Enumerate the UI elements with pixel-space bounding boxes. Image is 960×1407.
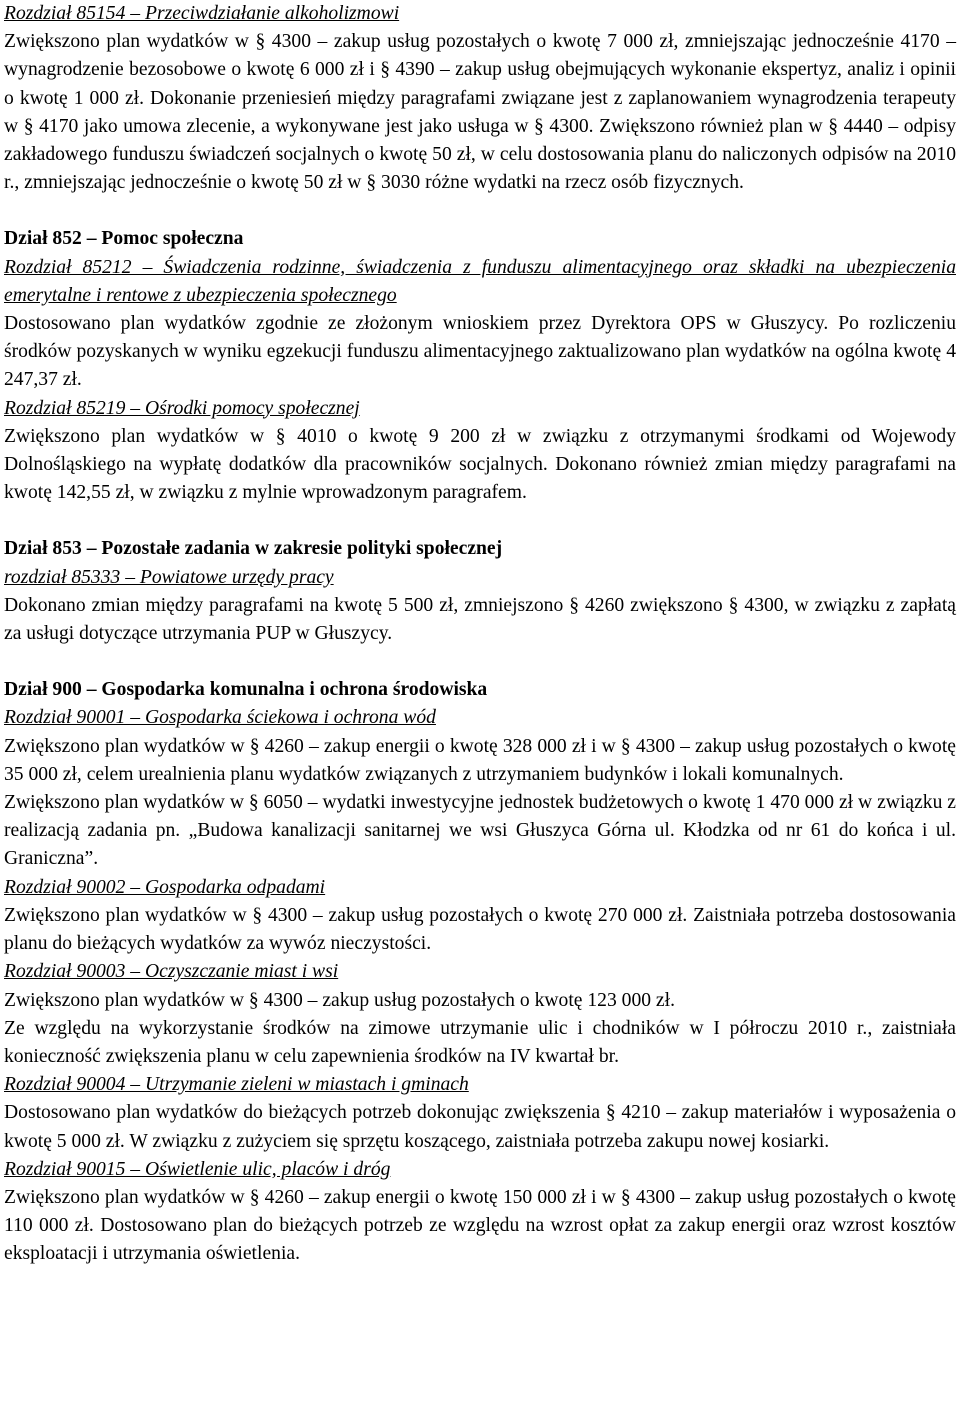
body-paragraph: Zwiększono plan wydatków w § 4300 – zakup usług pozostałych o kwotę 7 000 zł, zmniejszając jednocześnie 4170 – wynagrodzenie bezosobowe o kwotę 6 000 zł i § 4390 – zakup usług obejmujących wykonanie ekspertyz, analiz i opinii o kwotę 1 000 zł. Dokonanie przeniesień między paragrafami związane jest z zaplanowaniem wynagrodzenia terapeuty w § 4170 jako umowa zlecenie, a wykonywane jest jako usługa w § 4300. Zwiększono również plan w § 4440 – odpisy zakładowego funduszu świadczeń socjalnych o kwotę 50 zł, w celu dostosowania planu do naliczonych odpisów na 2010 r., zmniejszając jednocześnie o kwotę 50 zł w § 3030 różne wydatki na rzecz osób fizycznych.: [4, 31, 956, 194]
section-gap: [4, 648, 956, 676]
section-gap: [4, 507, 956, 535]
body-paragraph: Zwiększono plan wydatków w § 4300 – zakup usług pozostałych o kwotę 123 000 zł.: [4, 989, 675, 1011]
body-paragraph: Dostosowano plan wydatków zgodnie ze złożonym wnioskiem przez Dyrektora OPS w Głuszycy. Po rozliczeniu środków pozyskanych w wyniku egzekucji funduszu alimentacyjnego zaktualizowano plan wydatków na ogólna kwotę 4 247,37 zł.: [4, 313, 956, 391]
chapter-subheading: Rozdział 90002 – Gospodarka odpadami: [4, 876, 326, 898]
chapter-subheading: Rozdział 85154 – Przeciwdziałanie alkoholizmowi: [4, 3, 400, 24]
body-paragraph: Dokonano zmian między paragrafami na kwotę 5 500 zł, zmniejszono § 4260 zwiększono § 4300, w związku z zapłatą za usługi dotyczące utrzymania PUP w Głuszycy.: [4, 594, 956, 645]
chapter-subheading: Rozdział 85212 – Świadczenia rodzinne, świadczenia z funduszu alimentacyjnego oraz składki na ubezpieczenia emerytalne i rentowe z ubezpieczenia społecznego: [4, 256, 956, 306]
chapter-subheading: Rozdział 90004 – Utrzymanie zieleni w miastach i gminach: [4, 1074, 469, 1096]
section-heading: Dział 900 – Gospodarka komunalna i ochrona środowiska: [4, 679, 488, 701]
body-paragraph: Ze względu na wykorzystanie środków na zimowe utrzymanie ulic i chodników w I półroczu 2010 r., zaistniała konieczność zwiększenia planu w celu zapewnienia środków na IV kwartał br.: [4, 1017, 956, 1067]
section-gap: [4, 197, 956, 225]
chapter-subheading: Rozdział 90015 – Oświetlenie ulic, placów i dróg: [4, 1158, 391, 1180]
chapter-subheading: Rozdział 85219 – Ośrodki pomocy społecznej: [4, 397, 360, 419]
section-heading: Dział 853 – Pozostałe zadania w zakresie polityki społecznej: [4, 538, 503, 560]
body-paragraph: Zwiększono plan wydatków w § 4260 – zakup energii o kwotę 150 000 zł i w § 4300 – zakup usług pozostałych o kwotę 110 000 zł. Dostosowano plan do bieżących potrzeb ze względu na wzrost opłat za zakup energii oraz wzrost kosztów eksploatacji i utrzymania oświetlenia.: [4, 1186, 956, 1265]
chapter-subheading: Rozdział 90003 – Oczyszczanie miast i wsi: [4, 961, 339, 983]
chapter-subheading: Rozdział 90001 – Gospodarka ściekowa i ochrona wód: [4, 707, 436, 729]
chapter-subheading: rozdział 85333 – Powiatowe urzędy pracy: [4, 566, 334, 588]
body-paragraph: Zwiększono plan wydatków w § 4260 – zakup energii o kwotę 328 000 zł i w § 4300 – zakup usług pozostałych o kwotę 35 000 zł, celem urealnienia planu wydatków związanych z utrzymaniem budynków i lokali komunalnych.: [4, 735, 956, 785]
section-heading: Dział 852 – Pomoc społeczna: [4, 228, 244, 250]
body-paragraph: Zwiększono plan wydatków w § 6050 – wydatki inwestycyjne jednostek budżetowych o kwotę 1 470 000 zł w związku z realizacją zadania pn. „Budowa kanalizacji sanitarnej we wsi Głuszyca Górna ul. Kłodzka od nr 61 do końca i ul. Graniczna”.: [4, 792, 956, 870]
body-paragraph: Dostosowano plan wydatków do bieżących potrzeb dokonując zwiększenia § 4210 – zakup materiałów i wyposażenia o kwotę 5 000 zł. W związku z zużyciem się sprzętu koszącego, zaistniała potrzeba zakupu nowej kosiarki.: [4, 1102, 956, 1152]
body-paragraph: Zwiększono plan wydatków w § 4300 – zakup usług pozostałych o kwotę 270 000 zł. Zaistniała potrzeba dostosowania planu do bieżących wydatków za wywóz nieczystości.: [4, 904, 956, 955]
body-paragraph: Zwiększono plan wydatków w § 4010 o kwotę 9 200 zł w związku z otrzymanymi środkami od Wojewody Dolnośląskiego na wypłatę dodatków dla pracowników socjalnych. Dokonano również zmian między paragrafami na kwotę 142,55 zł, w związku z mylnie wprowadzonym paragrafem.: [4, 425, 956, 504]
